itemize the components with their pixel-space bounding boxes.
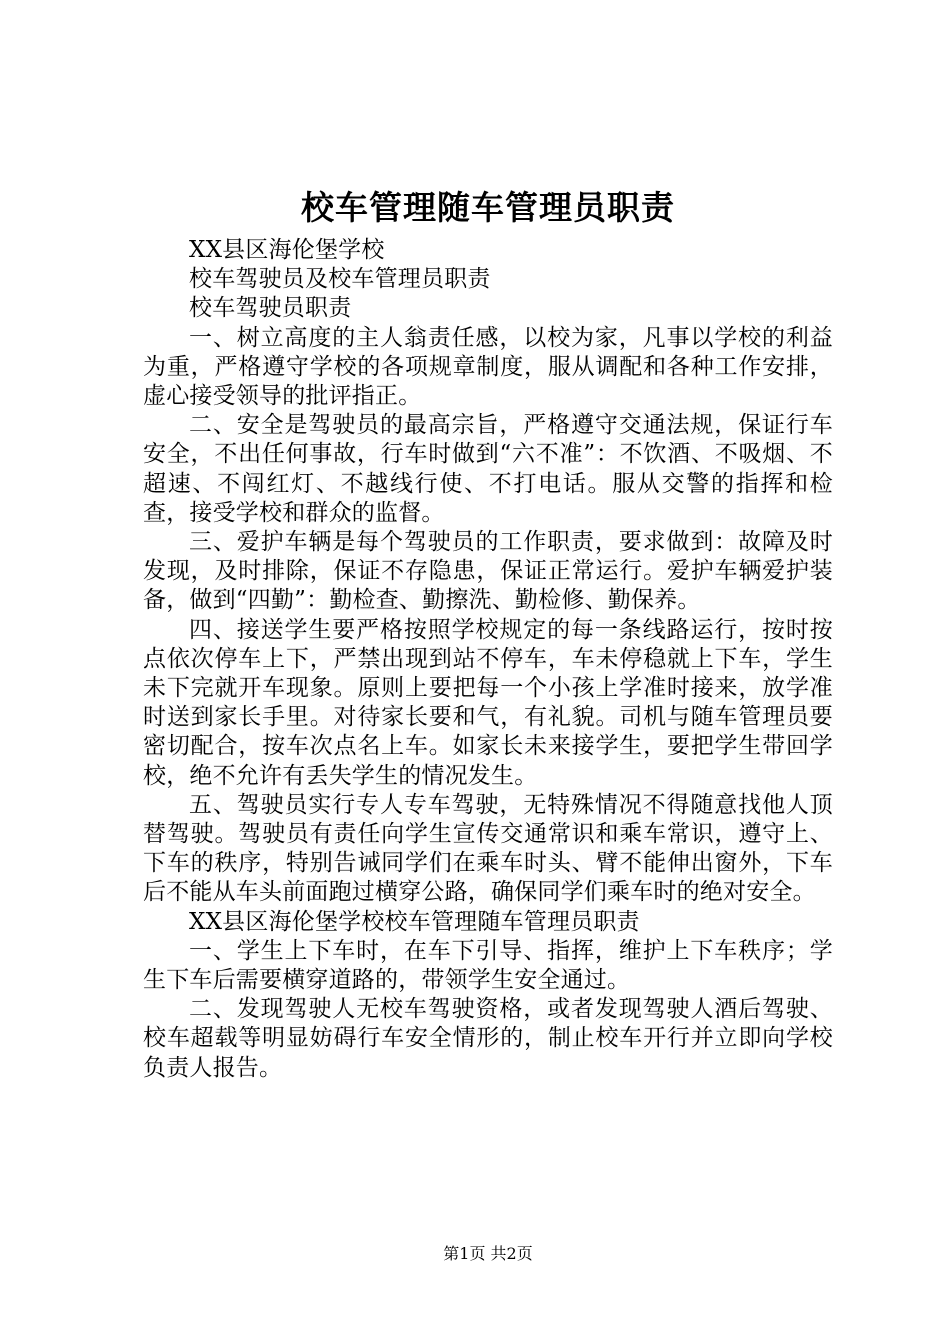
driver-duty-2: 二、安全是驾驶员的最高宗旨，严格遵守交通法规，保证行车安全，不出任何事故，行车时做到“六不准”：不饮酒、不吸烟、不超速、不闯红灯、不越线行使、不打电话。服从交警的指挥和检查，接受学校和群众的监督。 [143, 412, 833, 526]
driver-duty-1: 一、树立高度的主人翁责任感，以校为家，凡事以学校的利益为重，严格遵守学校的各项规章制度，服从调配和各种工作安排，虚心接受领导的批评指正。 [143, 324, 833, 410]
section-heading-driver: 校车驾驶员职责 [189, 295, 352, 322]
document-body [143, 236, 833, 1083]
manager-duty-2: 二、发现驾驶人无校车驾驶资格，或者发现驾驶人酒后驾驶、校车超载等明显妨碍行车安全情形的，制止校车开行并立即向学校负责人报告。 [143, 996, 833, 1081]
school-name-line: XX县区海伦堡学校 [189, 237, 385, 263]
driver-duty-3: 三、爱护车辆是每个驾驶员的工作职责，要求做到：故障及时发现，及时排除，保证不存隐患，保证正常运行。爱护车辆爱护装备，做到“四勤”：勤检查、勤擦洗、勤检修、勤保养。 [143, 529, 833, 614]
page-number-footer: 第1页 共2页 [443, 1244, 533, 1263]
driver-duty-4: 四、接送学生要严格按照学校规定的每一条线路运行，按时按点依次停车上下，严禁出现到站不停车，车未停稳就上下车，学生未下完就开车现象。原则上要把每一个小孩上学准时接来，放学准时送到家长手里。对待家长要和气，有礼貌。司机与随车管理员要密切配合，按车次点名上车。如家长未来接学生，要把学生带回学校，绝不允许有丢失学生的情况发生。 [143, 616, 833, 789]
section-heading-manager: XX县区海伦堡学校校车管理随车管理员职责 [189, 908, 640, 935]
document-title: 校车管理随车管理员职责 [301, 188, 675, 227]
section-heading-driver-and-manager: 校车驾驶员及校车管理员职责 [189, 266, 491, 293]
document-page [143, 0, 833, 1344]
manager-duty-1: 一、学生上下车时，在车下引导、指挥，维护上下车秩序；学生下车后需要横穿道路的，带领学生安全通过。 [143, 937, 833, 994]
driver-duty-5: 五、驾驶员实行专人专车驾驶，无特殊情况不得随意找他人顶替驾驶。驾驶员有责任向学生宣传交通常识和乘车常识，遵守上、下车的秩序，特别告诫同学们在乘车时头、臂不能伸出窗外，下车后不能从车头前面跑过横穿公路，确保同学们乘车时的绝对安全。 [143, 791, 833, 906]
